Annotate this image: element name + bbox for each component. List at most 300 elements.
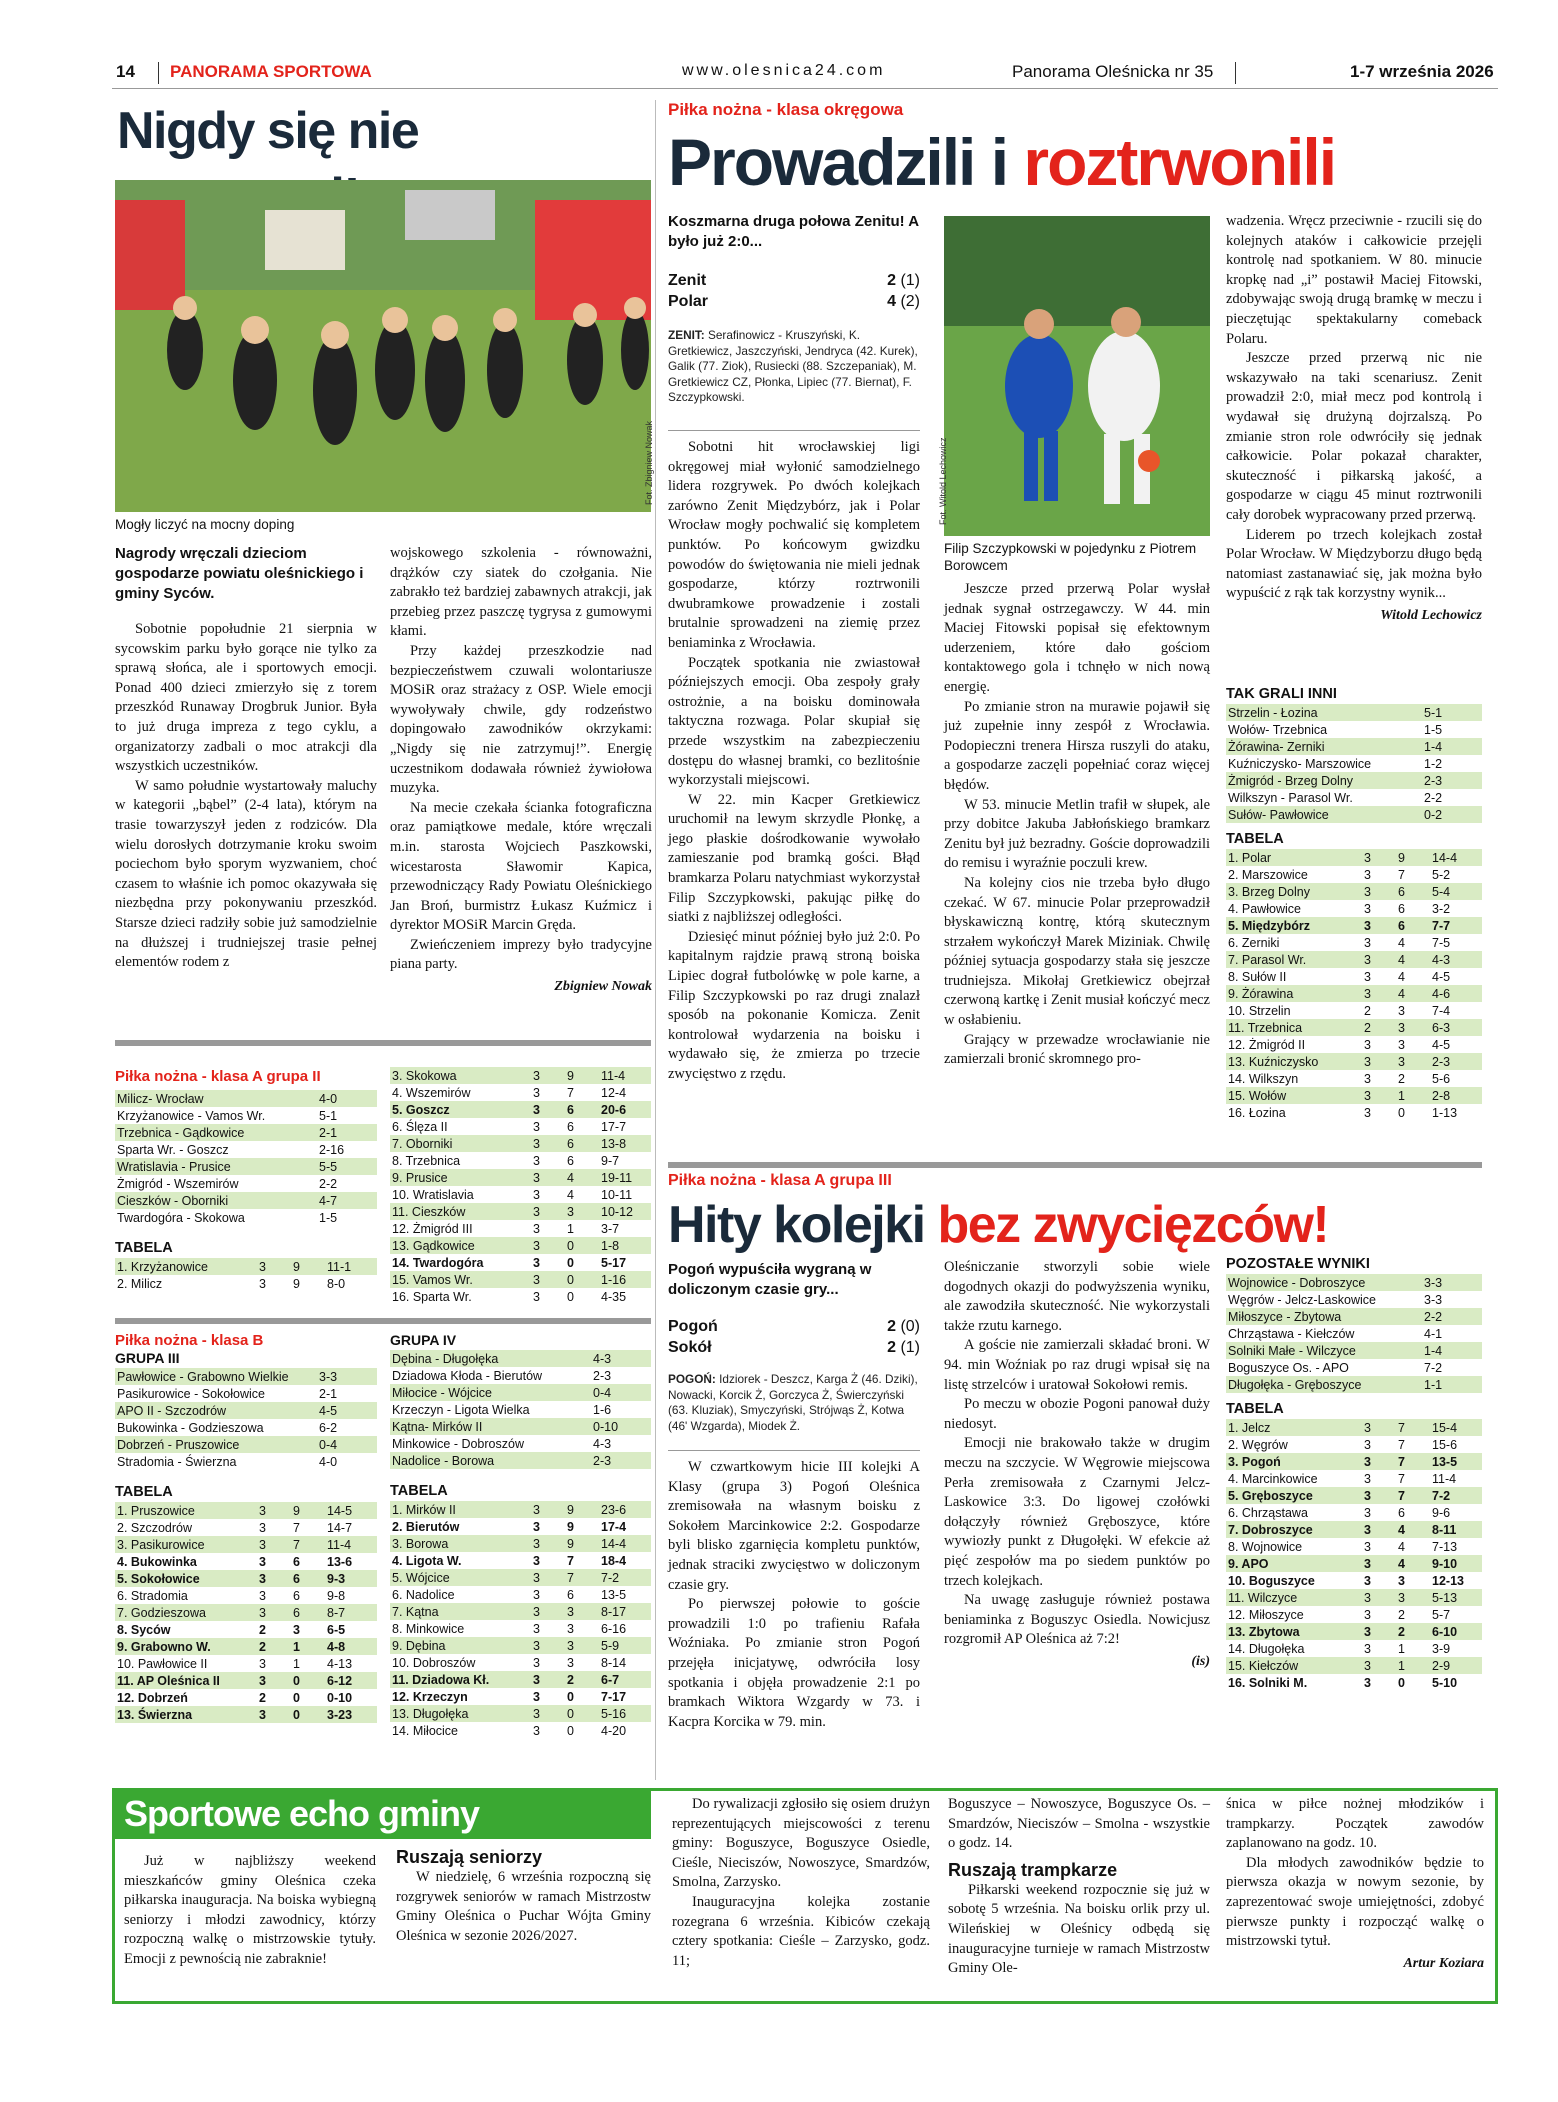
paragraph: Po meczu w obozie Pogoni panował duży niedosyt.: [944, 1396, 1210, 1432]
lineup-text: Idziorek - Deszcz, Karga Ż (46. Dziki), Nowacki, Korcik Ż, Gorczyca Ż, Świerczyński (63. Kluziak), Smyczyński, Strójwąs Ż, Kotwa (46' Wzgarda), Miodek Ż.: [668, 1372, 918, 1433]
points: 3: [293, 1622, 300, 1637]
match: Boguszyce Os. - APO: [1228, 1360, 1349, 1375]
group-3: [115, 1350, 377, 1723]
table-row: [390, 1586, 651, 1603]
games: 3: [531, 1535, 565, 1552]
games: 3: [1364, 1437, 1371, 1452]
table-row: [390, 1569, 651, 1586]
table-row: [1226, 1487, 1482, 1504]
points: 7: [1396, 1419, 1430, 1436]
games: 3: [1362, 1419, 1396, 1436]
article-1-col-1: [115, 620, 377, 973]
match: Sparta Wr. - Goszcz: [117, 1142, 229, 1157]
match-score: 2-3: [1422, 772, 1482, 789]
team-name: 9. Dębina: [390, 1637, 531, 1654]
subheading: Ruszają trampkarze: [948, 1859, 1118, 1880]
goals: 5-9: [599, 1637, 651, 1654]
paragraph: Emocji nie brakowało także w drugim meczu na szczycie. W Węgrowie miejscowa Perła zremisowała z Czarnymi Jelcz-Laskowice 3:3. Do ligowej czołówki dołączyły również Gręboszyce, które wywiozły punkt z Długołęki. W efekcie aż pięć zespołów ma po siedem punktów po trzech kolejkach.: [944, 1435, 1210, 1589]
article-1-photo: [115, 180, 651, 512]
games: 3: [531, 1203, 565, 1220]
article-1-photo-credit: Fot. Zbigniew Nowak: [644, 420, 654, 505]
games: 3: [533, 1119, 540, 1134]
match: Kątna- Mirków II: [390, 1418, 591, 1435]
goals: 15-6: [1432, 1437, 1458, 1452]
match-score: 2-1: [317, 1124, 377, 1141]
goals: 9-7: [601, 1153, 620, 1168]
paragraph: Początek spotkania nie zwiastował późniejszych emocji. Oba zespoły grały ostrożnie, a na boisku dominowała taktyczna rozwaga. Polar skupiał się przede wszystkim na zabezpieczeniu dostępu do własnej bramki, co bezlitośnie wykorzystali miejscowi.: [668, 654, 920, 789]
league-table: [115, 1502, 377, 1723]
team-name: 14. Długołęka: [1228, 1641, 1305, 1656]
games: 3: [533, 1621, 540, 1636]
header-divider: [158, 62, 159, 84]
echo-col-4: [948, 1795, 1210, 1979]
table-row: [115, 1502, 377, 1519]
article-2-photo-credit: Fot. Witold Lechowicz: [938, 437, 948, 525]
match-score: 2-2: [1422, 1308, 1482, 1325]
team-name: 4. Bukowinka: [117, 1554, 197, 1569]
paragraph: Zwieńczeniem imprezy było tradycyjne piana party.: [390, 936, 652, 973]
result-row: [1226, 789, 1482, 806]
paragraph: Grający w przewadze wrocławianie nie zamierzali bronić skromnego pro-: [944, 1031, 1210, 1068]
goals: 5-13: [1430, 1589, 1482, 1606]
games: 3: [257, 1258, 291, 1275]
team-name: 10. Strzelin: [1228, 1003, 1291, 1018]
games: 3: [257, 1706, 291, 1723]
goals: 8-17: [599, 1603, 651, 1620]
points: 2: [1396, 1623, 1430, 1640]
goals: 4-13: [327, 1656, 353, 1671]
team-name: 4. Pawłowice: [1228, 901, 1301, 916]
match: Miłocice - Wójcice: [390, 1384, 591, 1401]
goals: 4-5: [1432, 1037, 1451, 1052]
match-score: 2-1: [319, 1386, 338, 1401]
games: 3: [1362, 883, 1396, 900]
paragraph: wojskowego szkolenia - równoważni, drążków czy siatek do czołgania. Nie zabrakło też bardziej zabawnych atrakcji, jak przebieg przez paszczę tygrysa z gumowymi kłami.: [390, 545, 652, 640]
games: 3: [257, 1672, 291, 1689]
paragraph: Na kolejny cios nie trzeba było długo czekać. W 67. minucie Polar przeprowadził błyskawiczną kontrę, którą skutecznym strzałem wykończył Marek Miziniak. Chwilę później sytuacja gospodarzy stała się jeszcze trudniejsza. Mikołaj Gretkiewicz obejrzał czerwoną kartkę i Zenit musiał kończyć mecz w osłabieniu.: [944, 874, 1210, 1029]
match-score: 1-5: [1424, 722, 1443, 737]
team-away: Sokół: [668, 1339, 712, 1356]
points: 9: [291, 1502, 325, 1519]
points: 9: [567, 1519, 574, 1534]
table-row: [115, 1604, 377, 1621]
team-name: 5. Goszcz: [390, 1101, 531, 1118]
table-row: [390, 1169, 651, 1186]
points: 0: [291, 1672, 325, 1689]
table-row: [1226, 849, 1482, 866]
team-name: 4. Wszemirów: [392, 1085, 471, 1100]
goals: 12-13: [1432, 1573, 1464, 1588]
table-row: [390, 1288, 651, 1305]
result-row: [1226, 1342, 1482, 1359]
team-name: 6. Stradomia: [117, 1588, 188, 1603]
match: Dobrzeń - Pruszowice: [115, 1436, 317, 1453]
team-name: 11. Wilczyce: [1226, 1589, 1362, 1606]
table-row: [390, 1152, 651, 1169]
table-row: [1226, 1002, 1482, 1019]
article-1-caption: Mogły liczyć na mocny doping: [115, 517, 295, 532]
table-row: [115, 1258, 377, 1275]
others-heading: TAK GRALI INNI: [1226, 686, 1337, 702]
article-1-lead: Nagrody wręczali dzieciom gospodarze powiatu oleśnickiego i gminy Syców.: [115, 545, 364, 602]
table-heading: TABELA: [1226, 1401, 1284, 1417]
team-name: 2. Węgrów: [1228, 1437, 1288, 1452]
result-row: [390, 1418, 651, 1435]
points: 9: [565, 1535, 599, 1552]
match-score: 1-6: [593, 1402, 612, 1417]
score-home: 2: [887, 1318, 896, 1335]
games: 3: [531, 1271, 565, 1288]
goals: 3-2: [1432, 901, 1451, 916]
result-row: [1226, 1274, 1482, 1291]
table-row: [1226, 917, 1482, 934]
points: 4: [1396, 985, 1430, 1002]
match-score: 0-2: [1422, 806, 1482, 823]
half-score-home: (0): [900, 1318, 920, 1335]
team-name: 5. Wójcice: [390, 1569, 531, 1586]
games: 2: [1364, 1003, 1371, 1018]
team-name: 9. Grabowno W.: [115, 1638, 257, 1655]
table-row: [1226, 1453, 1482, 1470]
team-name: 2. Milicz: [117, 1276, 163, 1291]
table-row: [1226, 1104, 1482, 1121]
points: 7: [567, 1085, 574, 1100]
goals: 12-4: [601, 1085, 627, 1100]
match-score: 0-10: [591, 1418, 651, 1435]
points: 7: [1396, 1487, 1430, 1504]
team-name: 16. Sparta Wr.: [392, 1289, 472, 1304]
goals: 9-3: [325, 1570, 377, 1587]
others-results-table: [1226, 1274, 1482, 1393]
points: 3: [565, 1603, 599, 1620]
paragraph: W 53. minucie Metlin trafił w słupek, ale przy dobitce Jakuba Jabłońskiego bramkarz Zenitu był już bezradny. Goście doprowadzili do remisu i wyraźnie poczuli krew.: [944, 796, 1210, 872]
table-heading: TABELA: [390, 1483, 448, 1499]
points: 9: [291, 1258, 325, 1275]
team-name: 13. Świerzna: [115, 1706, 257, 1723]
team-name: 9. APO: [1226, 1555, 1362, 1572]
result-row: [115, 1209, 377, 1226]
result-row: [1226, 1376, 1482, 1393]
paragraph: Przy każdej przeszkodzie nad bezpieczeństwem czuwali wolontariusze MOSiR oraz strażacy z OSP. Wiele emocji wywoływały chwile, gdy rodzeństwo dopingowało zawodników okrzykami: „Nigdy się nie zatrzymuj!”. Energię uczestnikom dodawała również żywiołowa muzyka.: [390, 642, 652, 797]
goals: 14-4: [1430, 849, 1482, 866]
points: 6: [293, 1554, 300, 1569]
results-table: [390, 1350, 651, 1469]
games: 3: [1362, 1555, 1396, 1572]
table-row: [390, 1603, 651, 1620]
match: Trzebnica - Gądkowice: [115, 1124, 317, 1141]
games: 2: [1362, 1019, 1396, 1036]
table-row: [115, 1706, 377, 1723]
league-table: [1226, 1419, 1482, 1691]
goals: 2-8: [1430, 1087, 1482, 1104]
match-score: 5-5: [317, 1158, 377, 1175]
team-name: 11. Dziadowa Kł.: [390, 1671, 531, 1688]
article-1-col-2: [390, 544, 652, 997]
match: Nadolice - Borowa: [390, 1452, 591, 1469]
goals: 7-7: [1430, 917, 1482, 934]
table-row: [390, 1271, 651, 1288]
goals: 7-2: [599, 1569, 651, 1586]
lineup-text: Serafinowicz - Kruszyński, K. Gretkiewicz, Jaszczyński, Jendryca (42. Kurek), Galik (77. Ziok), Rusiecki (88. Szczepaniak), M. Gretkiewicz CZ, Płonka, Lipiec (77. Biernat), F. Szczypkowski.: [668, 328, 918, 405]
result-row: [115, 1419, 377, 1436]
games: 3: [259, 1554, 266, 1569]
paragraph: Piłkarski weekend rozpocznie się już w sobotę 5 września. Na boisku orlik przy ul. Wileńskiej w Oleśnicy odbędą się inauguracyjne turnieje w ramach Mistrzostw Gminy Ole-: [948, 1881, 1210, 1977]
match-score: 1-5: [319, 1210, 338, 1225]
match-score: 4-3: [593, 1436, 612, 1451]
site-url[interactable]: www.olesnica24.com: [682, 62, 886, 79]
team-name: 6. Ślęza II: [392, 1119, 448, 1134]
match: Krzeczyn - Ligota Wielka: [392, 1402, 530, 1417]
goals: 10-11: [601, 1187, 633, 1202]
points: 6: [1398, 1505, 1405, 1520]
table-row: [1226, 1538, 1482, 1555]
match: Żmigród - Brzeg Dolny: [1226, 772, 1422, 789]
points: 6: [1396, 917, 1430, 934]
echo-col-5: [1226, 1795, 1484, 1973]
score-home: 2: [887, 272, 896, 289]
team-name: 4. Ligota W.: [392, 1553, 462, 1568]
games: 3: [1364, 1037, 1371, 1052]
match: Miłoszyce - Zbytowa: [1226, 1308, 1422, 1325]
team-home: Zenit: [668, 272, 707, 289]
points: 1: [293, 1656, 300, 1671]
table-row: [390, 1135, 651, 1152]
paragraph: Boguszyce – Nowoszyce, Boguszyce Os. – Smardzów, Nieciszów – Smolna - wszystkie o godz. 14.: [948, 1796, 1210, 1852]
article-3-results: [115, 1090, 377, 1292]
team-name: 10. Wratislavia: [392, 1187, 474, 1202]
goals: 6-12: [325, 1672, 377, 1689]
match: Węgrów - Jelcz-Laskowice: [1228, 1292, 1376, 1307]
points: 4: [1396, 951, 1430, 968]
team-name: 14. Miłocice: [392, 1723, 458, 1738]
table-row: [1226, 1589, 1482, 1606]
lineup-label: POGOŃ:: [668, 1372, 716, 1386]
paragraph: Do rywalizacji zgłosiło się osiem drużyn reprezentujących miejscowości z terenu gminy: Boguszyce, Boguszyce Osiedle, Cieśle, Nieciszów, Nowoszyce, Smardzów, Smolna, Zarzysko.: [672, 1796, 930, 1891]
team-name: 11. AP Oleśnica II: [115, 1672, 257, 1689]
points: 7: [293, 1520, 300, 1535]
result-row: [115, 1385, 377, 1402]
half-score-away: (1): [900, 1339, 920, 1356]
team-name: 16. Solniki M.: [1228, 1675, 1308, 1690]
match: Pasikurowice - Sokołowice: [117, 1386, 265, 1401]
table-row: [390, 1552, 651, 1569]
games: 2: [257, 1638, 291, 1655]
result-row: [115, 1124, 377, 1141]
goals: 11-4: [599, 1067, 651, 1084]
paragraph: Liderem po trzech kolejkach został Polar Wrocław. W Międzyborzu długo będą natomiast zastanawiać się, jak można było wypuścić z rąk tak korzystny wynik...: [1226, 526, 1482, 602]
team-name: 15. Kiełczów: [1226, 1657, 1362, 1674]
league-table: [390, 1501, 651, 1739]
team-name: 2. Bierutów: [392, 1519, 460, 1534]
points: 6: [567, 1587, 574, 1602]
team-name: 8. Wojnowice: [1228, 1539, 1303, 1554]
article-2-lead: Koszmarna druga połowa Zenitu! A było już 2:0...: [668, 213, 919, 250]
goals: 13-5: [601, 1587, 627, 1602]
table-row: [1226, 1087, 1482, 1104]
football-duel-photo: [944, 216, 1210, 536]
goals: 20-6: [599, 1101, 651, 1118]
table-row: [115, 1553, 377, 1570]
echo-author: Artur Koziara: [1403, 1955, 1484, 1971]
score-away: 2: [887, 1339, 896, 1356]
points: 9: [565, 1501, 599, 1518]
result-row: [390, 1452, 651, 1469]
goals: 10-12: [599, 1203, 651, 1220]
games: 3: [1364, 1573, 1371, 1588]
team-name: 6. Chrząstawa: [1228, 1505, 1308, 1520]
paragraph: Sobotnie popołudnie 21 sierpnia w sycowskim parku było gorące nie tylko za sprawą słońca, ale i sportowych emocji. Ponad 400 dzieci zmierzyło się z torem przeszkód Runaway Drogbruk Junior. Była to już druga impreza z tego cyklu, a organizatorzy zadbali o moc atrakcji dla wszystkich uczestników.: [115, 621, 377, 775]
points: 3: [1398, 1003, 1405, 1018]
games: 3: [533, 1085, 540, 1100]
match-score: 0-4: [591, 1384, 651, 1401]
table-row: [1226, 1419, 1482, 1436]
table-row: [390, 1254, 651, 1271]
games: 3: [1362, 985, 1396, 1002]
paragraph: Inauguracyjna kolejka zostanie rozegrana 6 września. Kibiców czekają cztery spotkania: Cieśle – Zarzysko, godz. 11;: [672, 1893, 930, 1969]
points: 7: [291, 1536, 325, 1553]
games: 3: [1364, 1641, 1371, 1656]
paragraph: Oleśniczanie stworzyli sobie wiele dogodnych okazji do podwyższenia wyniku, ale zawodziła skuteczność. Nie wykorzystali także rzutu karnego.: [944, 1259, 1210, 1334]
games: 3: [257, 1604, 291, 1621]
team-name: 10. Boguszyce: [1228, 1573, 1315, 1588]
paragraph: wadzenia. Wręcz przeciwnie - rzucili się do kolejnych ataków i całkowicie przejęli kontrolę nad spotkaniem. W 80. minucie kropkę nad „i” postawił Maciej Fitowski, zdobywając swoją drugą bramkę w meczu i pieczętując spektakularny comeback Polaru.: [1226, 213, 1482, 347]
match: Żórawina- Zerniki: [1226, 738, 1422, 755]
group-4: [390, 1332, 651, 1739]
team-name: 12. Żmigród II: [1228, 1037, 1306, 1052]
games: 3: [531, 1135, 565, 1152]
table-row: [390, 1518, 651, 1535]
result-row: [115, 1436, 377, 1453]
match-score: 7-2: [1424, 1360, 1443, 1375]
match: APO II - Szczodrów: [115, 1402, 317, 1419]
games: 2: [259, 1622, 266, 1637]
table-heading: TABELA: [115, 1484, 173, 1500]
goals: 17-4: [601, 1519, 627, 1534]
games: 3: [1362, 1087, 1396, 1104]
article-2-others-box: [1226, 686, 1482, 1121]
points: 7: [1396, 1453, 1430, 1470]
games: 3: [533, 1289, 540, 1304]
match-score: 2-2: [319, 1176, 338, 1191]
table-row: [390, 1220, 651, 1237]
result-row: [1226, 1308, 1482, 1325]
team-name: 12. Krzeczyn: [392, 1689, 468, 1704]
issue-date: 1-7 września 2026: [1350, 62, 1494, 81]
games: 3: [1362, 1521, 1396, 1538]
points: 4: [1396, 1555, 1430, 1572]
team-name: 11. Trzebnica: [1226, 1019, 1362, 1036]
table-row: [390, 1620, 651, 1637]
team-name: 13. Zbytowa: [1226, 1623, 1362, 1640]
points: 0: [567, 1255, 574, 1270]
paragraph: A goście nie zamierzali składać broni. W 94. min Woźniak po raz drugi wpisał się na listę strzelców i uratował Sokołowi remis.: [944, 1337, 1210, 1393]
result-row: [115, 1107, 377, 1124]
result-row: [115, 1402, 377, 1419]
games: 3: [533, 1587, 540, 1602]
games: 3: [1362, 1487, 1396, 1504]
echo-col-3: [672, 1795, 930, 1971]
match-score: 4-0: [319, 1454, 338, 1469]
article-2-score: [668, 270, 920, 312]
goals: 5-10: [1432, 1675, 1458, 1690]
team-name: 7. Godzieszowa: [115, 1604, 257, 1621]
goals: 4-5: [1432, 969, 1451, 984]
games: 3: [259, 1520, 266, 1535]
goals: 3-9: [1432, 1641, 1451, 1656]
match: Długołęka - Gręboszyce: [1226, 1376, 1422, 1393]
points: 1: [1396, 1087, 1430, 1104]
match: Bukowinka - Godzieszowa: [117, 1420, 264, 1435]
match-score: 6-2: [319, 1420, 338, 1435]
article-2-photo: [944, 216, 1210, 536]
paragraph: Jeszcze przed przerwą Polar wysłał jednak sygnał ostrzegawczy. W 44. min Maciej Fitowski popisał się efektownym uderzeniem, które dało gościom kontaktowego gola i tchnęło w nich nową energię.: [944, 581, 1210, 695]
match: Milicz- Wrocław: [115, 1090, 317, 1107]
paragraph: Na mecie czekała ścianka fotograficzna oraz pamiątkowe medale, które wręczali m.in. starosta Wojciech Paszkowski, wicestarosta Sławomir Kapica, przewodniczący Rady Powiatu Oleśnickiego Jan Broń, burmistrz Łukasz Kuźmicz i dyrektor MOSiR Marcin Gręda.: [390, 799, 652, 934]
article-5-author: (is): [1191, 1653, 1210, 1669]
goals: 4-35: [601, 1289, 627, 1304]
games: 3: [259, 1656, 266, 1671]
games: 3: [531, 1067, 565, 1084]
article-2-author: Witold Lechowicz: [1380, 607, 1482, 623]
goals: 4-3: [1430, 951, 1482, 968]
goals: 11-4: [1432, 1471, 1457, 1486]
match: Dębina - Długołęka: [390, 1350, 591, 1367]
goals: 9-10: [1430, 1555, 1482, 1572]
games: 3: [1364, 969, 1371, 984]
goals: 13-5: [1430, 1453, 1482, 1470]
goals: 1-13: [1432, 1105, 1458, 1120]
table-row: [1226, 985, 1482, 1002]
table-row: [1226, 866, 1482, 883]
result-row: [1226, 772, 1482, 789]
team-name: 8. Sułów II: [1228, 969, 1287, 984]
games: 3: [257, 1502, 291, 1519]
article-5-col-2: [944, 1258, 1210, 1671]
team-name: 3. Brzeg Dolny: [1226, 883, 1362, 900]
points: 1: [567, 1221, 574, 1236]
team-name: 15. Wołów: [1226, 1087, 1362, 1104]
match-score: 2-2: [1424, 790, 1443, 805]
subheading: Ruszają seniorzy: [396, 1847, 543, 1867]
games: 3: [1364, 1105, 1371, 1120]
match-score: 3-3: [1424, 1292, 1443, 1307]
paragraph: Po pierwszej połowie to goście prowadzili 1:0 po trafieniu Rafała Woźniaka. Po zmianie stron Pogoń przejęła inicjatywę, odwróciła losy spotkania i objęła prowadzenie 2:1 po bramkach Wiktora Wzgardy w 73. i Kacpra Korcika w 79. min.: [668, 1596, 920, 1730]
games: 3: [533, 1689, 540, 1704]
games: 3: [1362, 849, 1396, 866]
points: 7: [567, 1553, 574, 1568]
table-row: [390, 1186, 651, 1203]
result-row: [1226, 704, 1482, 721]
goals: 8-14: [601, 1655, 627, 1670]
table-row: [115, 1570, 377, 1587]
team-name: 12. Miłoszyce: [1228, 1607, 1304, 1622]
table-row: [1226, 1036, 1482, 1053]
table-row: [115, 1621, 377, 1638]
article-5-score: [668, 1316, 920, 1358]
title-highlight: roztrwonili: [1023, 125, 1336, 199]
result-row: [115, 1175, 377, 1192]
team-name: 5. Sokołowice: [115, 1570, 257, 1587]
match-score: 2-3: [591, 1452, 651, 1469]
goals: 7-2: [1430, 1487, 1482, 1504]
points: 0: [291, 1706, 325, 1723]
team-home: Pogoń: [668, 1318, 718, 1335]
match: Twardogóra - Skokowa: [117, 1210, 245, 1225]
team-name: 4. Marcinkowice: [1228, 1471, 1318, 1486]
table-row: [390, 1067, 651, 1084]
points: 0: [567, 1289, 574, 1304]
goals: 8-0: [327, 1276, 346, 1291]
